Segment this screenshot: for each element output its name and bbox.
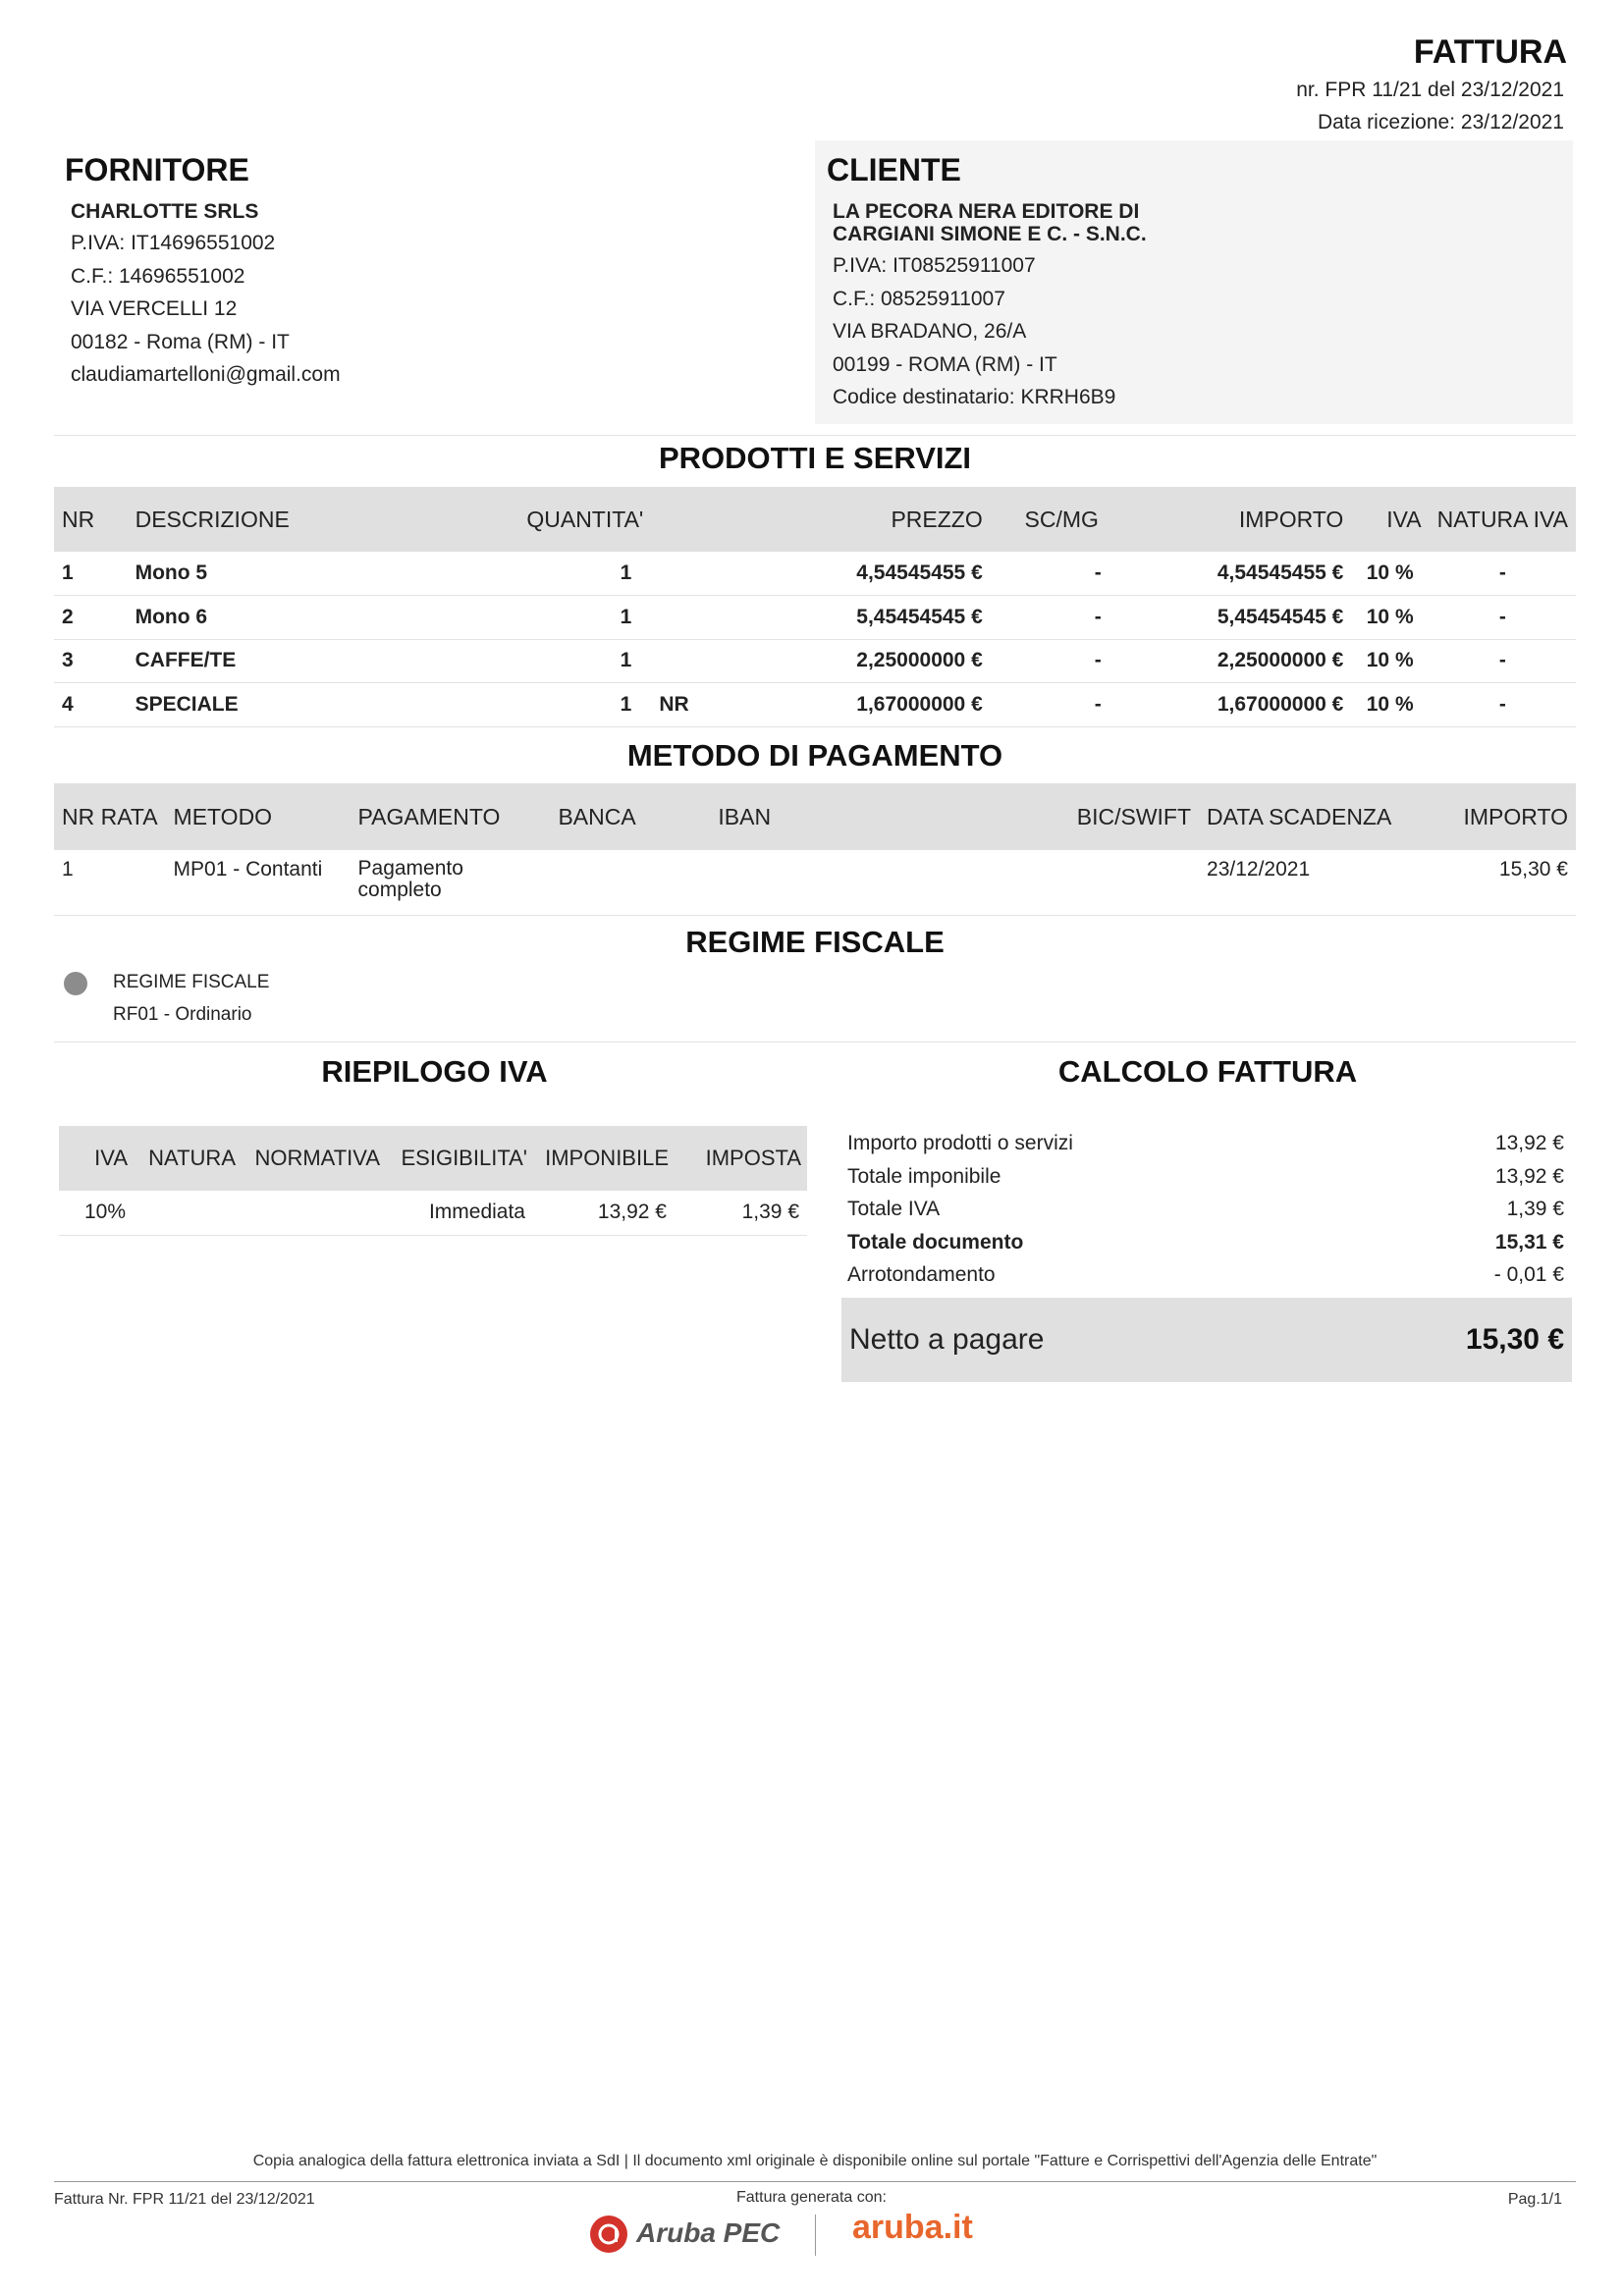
supplier-piva: P.IVA: IT14696551002 — [71, 232, 276, 254]
calc-label: Totale imponibile — [847, 1164, 1001, 1188]
calc-label: Totale documento — [847, 1230, 1024, 1254]
footer-page: Pag.1/1 — [1507, 2191, 1562, 2208]
row-discount: - — [1094, 692, 1102, 716]
row-vat-nature: - — [1498, 649, 1506, 672]
products-table — [54, 487, 1576, 727]
row-rule — [242, 1191, 386, 1235]
table-row — [54, 552, 1576, 596]
col-bank: BANCA — [558, 803, 636, 829]
supplier-name: CHARLOTTE SRLS — [71, 200, 259, 223]
row-amount: 1,67000000 € — [1217, 692, 1344, 716]
col-vat-nature: NATURA IVA — [1436, 506, 1568, 532]
regime-title: REGIME FISCALE — [685, 925, 945, 959]
table-row — [59, 1191, 807, 1235]
row-description: Mono 6 — [135, 605, 208, 628]
calc-label: Totale IVA — [847, 1198, 941, 1221]
client-address: VIA BRADANO, 26/A — [833, 320, 1027, 343]
calc-value: 13,92 € — [1494, 1132, 1564, 1154]
row-vat: 10 % — [1366, 649, 1414, 672]
calc-row-products — [847, 1127, 1564, 1160]
row-due-date: 23/12/2021 — [1207, 858, 1311, 881]
row-installment: 1 — [62, 858, 74, 881]
client-recipient-code: Codice destinatario: KRRH6B9 — [833, 386, 1116, 408]
table-row — [54, 683, 1576, 727]
col-price: PREZZO — [891, 506, 983, 532]
row-quantity: 1 — [620, 692, 632, 716]
supplier-email: claudiamartelloni@gmail.com — [71, 363, 341, 386]
row-taxable: 13,92 € — [597, 1201, 667, 1224]
client-piva: P.IVA: IT08525911007 — [833, 254, 1036, 277]
row-description: CAFFE/TE — [135, 649, 237, 672]
received-date: Data ricezione: 23/12/2021 — [1317, 111, 1564, 133]
products-title: PRODOTTI E SERVIZI — [658, 441, 972, 475]
col-nature: NATURA — [148, 1146, 236, 1170]
calc-row-taxable — [847, 1160, 1564, 1194]
row-vat-nature: - — [1498, 692, 1506, 716]
bullet-icon — [64, 972, 87, 995]
supplier-title: FORNITORE — [65, 152, 249, 187]
invoice-number: nr. FPR 11/21 del 23/12/2021 — [1296, 79, 1564, 101]
row-payment-line1: Pagamento — [357, 857, 463, 880]
col-quantity: QUANTITA' — [526, 506, 644, 532]
col-taxable: IMPONIBILE — [545, 1146, 669, 1170]
col-tax: IMPOSTA — [705, 1146, 801, 1170]
logo-separator — [815, 2215, 816, 2256]
col-vat: IVA — [94, 1146, 128, 1170]
row-nr: 4 — [62, 692, 74, 716]
col-rule: NORMATIVA — [254, 1146, 380, 1170]
row-vat: 10 % — [1366, 561, 1414, 584]
col-discount: SC/MG — [1024, 506, 1099, 532]
calc-label: Arrotondamento — [847, 1263, 996, 1287]
col-amount: IMPORTO — [1463, 803, 1568, 829]
row-discount: - — [1094, 605, 1102, 628]
row-price: 2,25000000 € — [856, 649, 983, 672]
footer-invoice-ref: Fattura Nr. FPR 11/21 del 23/12/2021 — [54, 2191, 315, 2208]
table-row — [54, 596, 1576, 640]
row-vat: 10 % — [1366, 605, 1414, 628]
table-row — [54, 639, 1576, 683]
net-payable-label: Netto a pagare — [849, 1323, 1045, 1356]
supplier-cf: C.F.: 14696551002 — [71, 264, 245, 288]
row-amount: 5,45454545 € — [1217, 605, 1344, 628]
client-city: 00199 - ROMA (RM) - IT — [833, 352, 1057, 376]
aruba-pec-logo-icon — [589, 2215, 628, 2254]
row-unit — [651, 552, 727, 596]
regime-value: RF01 - Ordinario — [113, 1004, 252, 1025]
row-price: 4,54545455 € — [856, 561, 983, 584]
calc-value: 1,39 € — [1506, 1198, 1564, 1221]
row-chargeability: Immediata — [428, 1201, 525, 1224]
row-quantity: 1 — [620, 561, 632, 584]
col-description: DESCRIZIONE — [135, 506, 290, 532]
footer-generated: Fattura generata con: — [736, 2189, 887, 2206]
row-nature — [134, 1191, 242, 1235]
vat-summary-title: RIEPILOGO IVA — [321, 1054, 548, 1089]
calc-row-total — [847, 1226, 1564, 1259]
row-nr: 3 — [62, 649, 74, 672]
vat-header-row — [59, 1126, 807, 1191]
row-iban — [710, 850, 1063, 915]
col-due-date: DATA SCADENZA — [1207, 803, 1392, 829]
calc-value: 15,31 € — [1494, 1230, 1564, 1254]
calc-value: - 0,01 € — [1493, 1263, 1564, 1287]
col-installment: NR RATA — [62, 803, 158, 829]
document-type: FATTURA — [1413, 33, 1567, 71]
table-row — [54, 850, 1576, 915]
row-vat-nature: - — [1498, 561, 1506, 584]
supplier-block — [65, 152, 772, 392]
divider — [54, 435, 1576, 436]
net-payable-value: 15,30 € — [1465, 1323, 1564, 1356]
row-payment — [351, 850, 551, 915]
aruba-pec-logo-text: Aruba PEC — [636, 2217, 781, 2248]
calc-title: CALCOLO FATTURA — [1057, 1054, 1358, 1089]
client-name-line2: CARGIANI SIMONE E C. - S.N.C. — [833, 223, 1147, 245]
calc-label: Importo prodotti o servizi — [847, 1132, 1073, 1154]
col-method: METODO — [173, 803, 273, 829]
client-name-line1: LA PECORA NERA EDITORE DI — [833, 200, 1140, 223]
row-unit — [651, 596, 727, 640]
net-payable-box — [841, 1298, 1572, 1382]
row-vat: 10 % — [1366, 692, 1414, 716]
row-amount: 4,54545455 € — [1217, 561, 1344, 584]
calc-row-vat — [847, 1193, 1564, 1226]
row-amount: 2,25000000 € — [1217, 649, 1344, 672]
row-description: SPECIALE — [135, 692, 239, 716]
row-quantity: 1 — [620, 605, 632, 628]
aruba-it-logo: aruba.it — [852, 2209, 973, 2246]
row-price: 5,45454545 € — [856, 605, 983, 628]
row-amount: 15,30 € — [1498, 858, 1568, 881]
payment-title: METODO DI PAGAMENTO — [626, 738, 1003, 773]
row-discount: - — [1094, 561, 1102, 584]
footer-divider — [54, 2181, 1576, 2182]
payment-header-row — [54, 783, 1576, 850]
row-discount: - — [1094, 649, 1102, 672]
col-amount: IMPORTO — [1238, 506, 1344, 532]
footer-note: Copia analogica della fattura elettronica inviata a SdI | Il documento xml originale è disponibile online sul portale "Fatture e Corrispettivi dell'Agenzia delle Entrate" — [252, 2153, 1378, 2169]
row-quantity: 1 — [620, 649, 632, 672]
row-payment-line2: completo — [357, 879, 442, 901]
supplier-city: 00182 - Roma (RM) - IT — [71, 330, 290, 353]
row-bic — [1063, 850, 1199, 915]
row-unit: NR — [659, 692, 689, 716]
col-nr: NR — [62, 506, 95, 532]
divider — [54, 1041, 1576, 1042]
row-tax: 1,39 € — [741, 1201, 799, 1224]
row-description: Mono 5 — [135, 561, 208, 584]
col-vat: IVA — [1386, 506, 1422, 532]
row-unit — [651, 639, 727, 683]
row-bank — [550, 850, 710, 915]
client-title: CLIENTE — [827, 152, 961, 187]
row-vat-nature: - — [1498, 605, 1506, 628]
row-nr: 1 — [62, 561, 74, 584]
products-header-row — [54, 487, 1576, 552]
col-bic: BIC/SWIFT — [1076, 803, 1192, 829]
row-nr: 2 — [62, 605, 74, 628]
supplier-address: VIA VERCELLI 12 — [71, 297, 238, 320]
client-block — [815, 140, 1573, 424]
col-iban: IBAN — [718, 803, 772, 829]
client-cf: C.F.: 08525911007 — [833, 287, 1005, 310]
row-method: MP01 - Contanti — [173, 858, 323, 881]
payment-table — [54, 783, 1576, 916]
calc-row-rounding — [847, 1258, 1564, 1292]
vat-summary-table — [59, 1126, 807, 1236]
row-vat: 10% — [83, 1201, 126, 1224]
col-chargeability: ESIGIBILITA' — [401, 1146, 527, 1170]
regime-label: REGIME FISCALE — [113, 972, 270, 992]
row-price: 1,67000000 € — [856, 692, 983, 716]
calc-value: 13,92 € — [1494, 1164, 1564, 1188]
col-payment: PAGAMENTO — [357, 803, 501, 829]
